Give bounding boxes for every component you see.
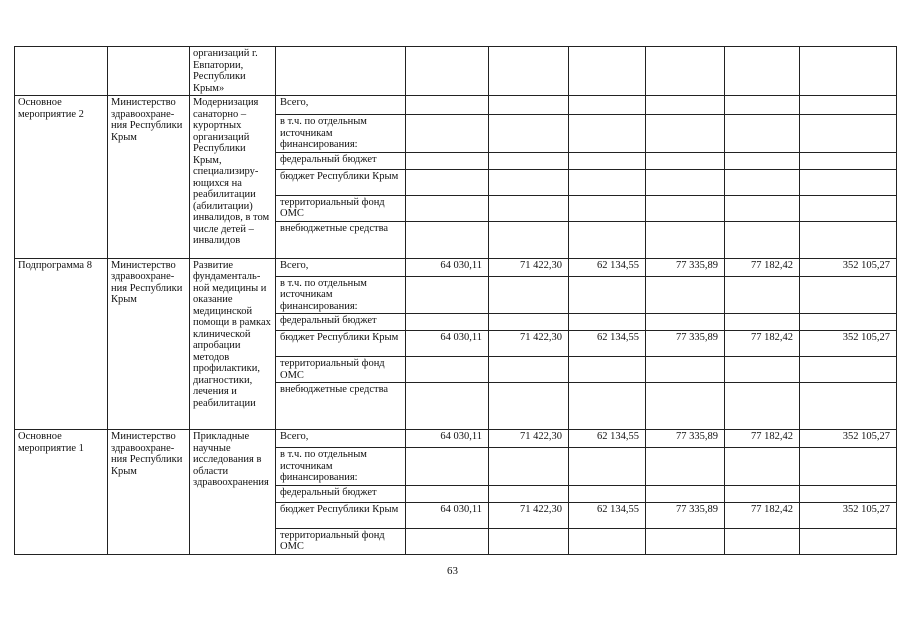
value-cell [489,528,569,554]
funding-source-label: Всего, [276,430,406,448]
value-cell: 352 105,27 [800,430,897,448]
value-cell: 77 182,42 [725,331,800,357]
value-cell [725,195,800,221]
value-cell: 352 105,27 [800,502,897,528]
value-cell [406,314,489,331]
value-cell [489,314,569,331]
value-cell [800,169,897,195]
value-cell [725,383,800,430]
funding-source-label: в т.ч. по отдельным источникам финансирования: [276,448,406,486]
table-row [15,47,897,96]
value-cell [800,485,897,502]
value-cell [489,276,569,314]
value-cell [646,169,725,195]
funding-source-label: Всего, [276,96,406,115]
value-cell [569,221,646,258]
value-cell [489,448,569,486]
empty-cell [800,47,897,96]
value-cell [725,221,800,258]
value-cell [406,357,489,383]
value-cell [406,195,489,221]
value-cell [406,169,489,195]
value-cell [406,448,489,486]
cell-continuation-c3: организаций г. Евпатории, Республики Крым» [190,47,276,96]
table-row [15,96,897,115]
funding-source-label: бюджет Республики Крым [276,502,406,528]
funding-source-label: в т.ч. по отдельным источникам финансирования: [276,115,406,153]
value-cell [725,169,800,195]
funding-source-label: бюджет Республики Крым [276,169,406,195]
funding-source-label: бюджет Республики Крым [276,331,406,357]
funding-source-label: территориальный фонд ОМС [276,357,406,383]
funding-source-label: в т.ч. по отдельным источникам финансирования: [276,276,406,314]
value-cell [725,96,800,115]
value-cell [569,115,646,153]
value-cell [646,195,725,221]
value-cell [646,314,725,331]
value-cell [489,357,569,383]
value-cell: 77 335,89 [646,331,725,357]
value-cell [569,169,646,195]
value-cell [646,221,725,258]
funding-source-label: территориальный фонд ОМС [276,528,406,554]
value-cell [800,528,897,554]
value-cell [800,448,897,486]
description-cell: Развитие фундаменталь- ной медицины и оказание медицинской помощи в рамках клинической апробации методов профилактики, диагностики, лечения и реабилитации [190,258,276,430]
value-cell [406,485,489,502]
value-cell [406,152,489,169]
value-cell [489,383,569,430]
empty-cell [406,47,489,96]
value-cell [725,314,800,331]
value-cell [646,448,725,486]
value-cell: 62 134,55 [569,502,646,528]
value-cell: 64 030,11 [406,502,489,528]
value-cell [489,195,569,221]
value-cell [646,485,725,502]
value-cell: 62 134,55 [569,430,646,448]
empty-cell [569,47,646,96]
executor-cell: Министерство здравоохране- ния Республики Крым [108,258,190,430]
value-cell [725,115,800,153]
executor-cell: Министерство здравоохране- ния Республики Крым [108,96,190,259]
value-cell: 77 182,42 [725,430,800,448]
empty-cell [646,47,725,96]
value-cell [646,96,725,115]
value-cell: 352 105,27 [800,331,897,357]
budget-table [14,46,897,555]
table-body [15,47,897,555]
value-cell [646,383,725,430]
value-cell [800,357,897,383]
value-cell [406,96,489,115]
value-cell: 64 030,11 [406,430,489,448]
value-cell [800,383,897,430]
value-cell [489,221,569,258]
funding-source-label: территориальный фонд ОМС [276,195,406,221]
program-cell: Основное мероприятие 1 [15,430,108,555]
value-cell: 71 422,30 [489,331,569,357]
description-cell: Прикладные научные исследования в области здравоохранения [190,430,276,555]
value-cell [725,152,800,169]
value-cell [800,96,897,115]
program-cell: Подпрограмма 8 [15,258,108,430]
value-cell: 71 422,30 [489,258,569,276]
value-cell [725,485,800,502]
value-cell [489,152,569,169]
value-cell [569,314,646,331]
empty-cell [489,47,569,96]
program-cell: Основное мероприятие 2 [15,96,108,259]
value-cell: 62 134,55 [569,258,646,276]
table-row [15,430,897,448]
empty-cell [276,47,406,96]
value-cell [800,115,897,153]
value-cell [406,528,489,554]
description-cell: Модернизация санаторно – курортных организаций Республики Крым, специализиру- ющихся на реабилитации (абилитации) инвалидов, в том числе детей – инвалидов [190,96,276,259]
value-cell: 77 182,42 [725,502,800,528]
cell-continuation-c2 [108,47,190,96]
value-cell [489,115,569,153]
value-cell [489,169,569,195]
value-cell: 77 335,89 [646,430,725,448]
cell-continuation-c1 [15,47,108,96]
value-cell: 77 335,89 [646,502,725,528]
value-cell [725,357,800,383]
value-cell [406,276,489,314]
value-cell [800,276,897,314]
value-cell [569,96,646,115]
funding-source-label: федеральный бюджет [276,485,406,502]
value-cell [646,528,725,554]
value-cell [646,357,725,383]
funding-source-label: внебюджетные средства [276,221,406,258]
value-cell [800,195,897,221]
value-cell [725,448,800,486]
value-cell [800,152,897,169]
value-cell: 64 030,11 [406,331,489,357]
executor-cell: Министерство здравоохране- ния Республики Крым [108,430,190,555]
value-cell [406,221,489,258]
value-cell [725,528,800,554]
value-cell [569,383,646,430]
value-cell [569,485,646,502]
table-row [15,258,897,276]
value-cell [569,528,646,554]
page-number: 63 [447,565,458,577]
value-cell: 77 182,42 [725,258,800,276]
value-cell: 71 422,30 [489,430,569,448]
value-cell: 77 335,89 [646,258,725,276]
value-cell: 71 422,30 [489,502,569,528]
empty-cell [725,47,800,96]
funding-source-label: внебюджетные средства [276,383,406,430]
value-cell [569,276,646,314]
funding-source-label: федеральный бюджет [276,314,406,331]
value-cell [406,383,489,430]
value-cell [489,485,569,502]
value-cell [725,276,800,314]
value-cell [646,276,725,314]
value-cell [406,115,489,153]
value-cell [646,115,725,153]
value-cell [569,357,646,383]
value-cell [569,448,646,486]
value-cell: 352 105,27 [800,258,897,276]
value-cell: 64 030,11 [406,258,489,276]
value-cell [800,314,897,331]
value-cell [800,221,897,258]
funding-source-label: федеральный бюджет [276,152,406,169]
value-cell [569,195,646,221]
value-cell [646,152,725,169]
funding-source-label: Всего, [276,258,406,276]
value-cell: 62 134,55 [569,331,646,357]
value-cell [569,152,646,169]
value-cell [489,96,569,115]
